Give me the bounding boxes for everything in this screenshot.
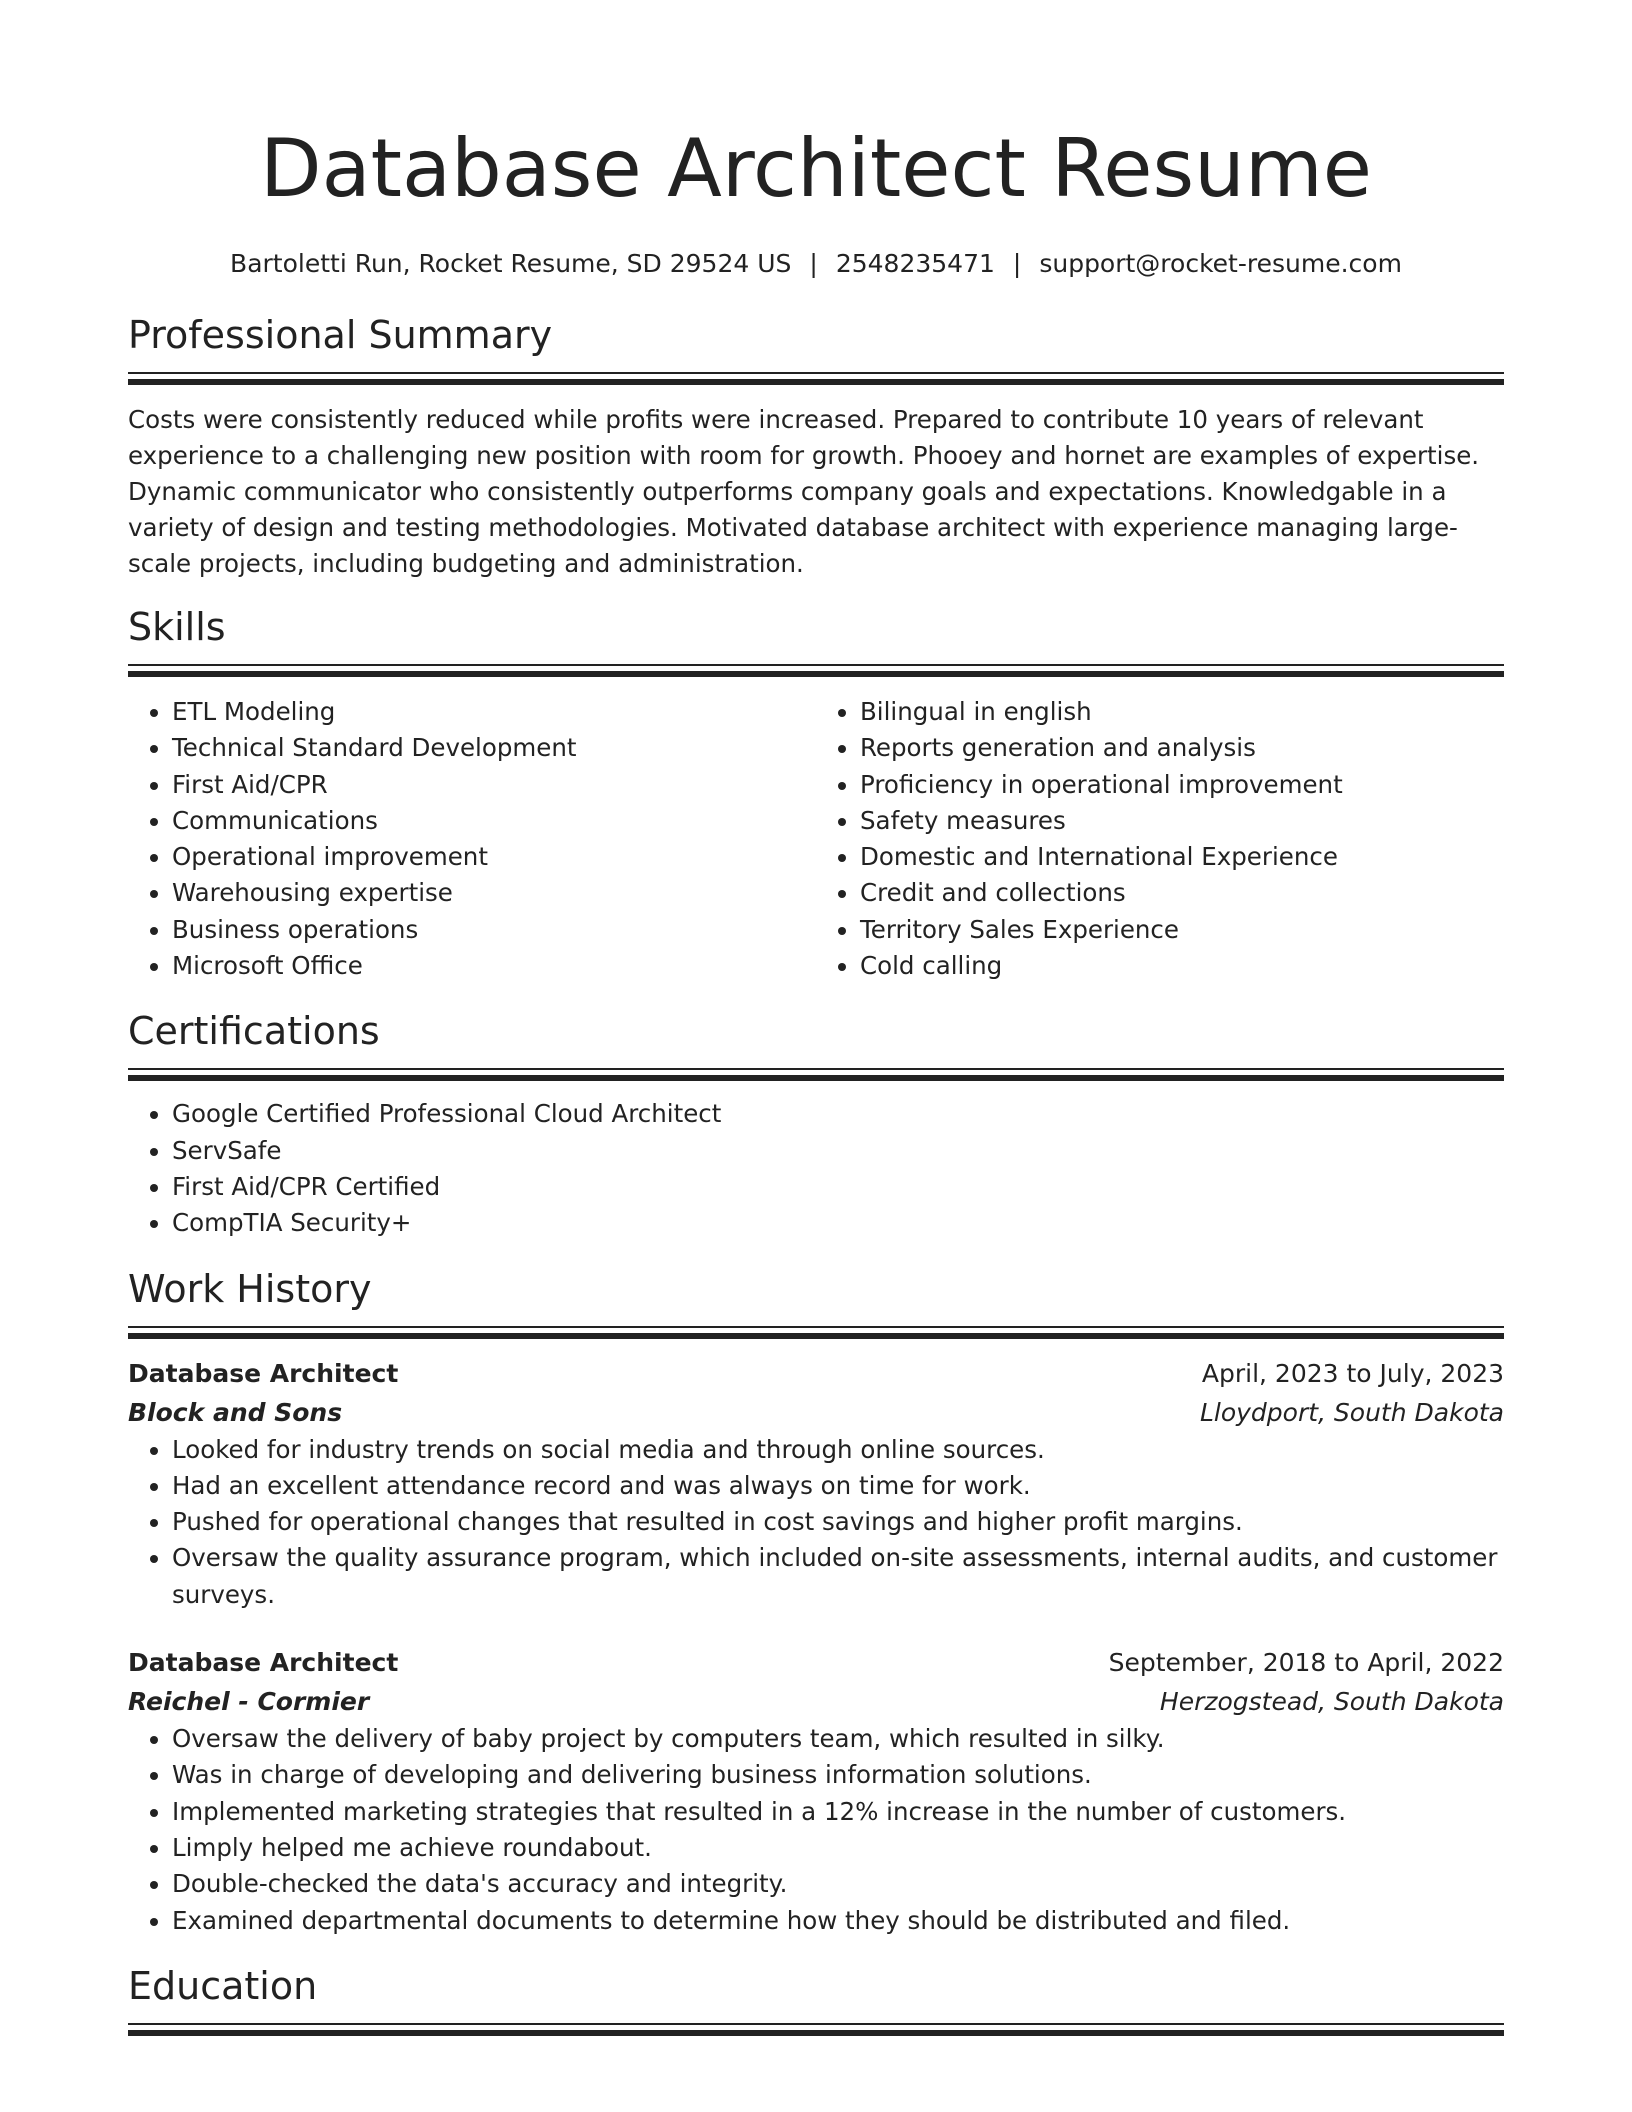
- responsibility-item: • Had an excellent attendance record and was always on time for work.: [172, 1468, 1504, 1504]
- responsibility-item: • Limply helped me achieve roundabout.: [172, 1830, 1504, 1866]
- skill-item: • Cold calling: [860, 948, 1504, 984]
- work-history-section: [128, 1266, 1504, 1939]
- responsibility-item: • Oversaw the quality assurance program, which included on-site assessments, internal audits, and customer surveys.: [172, 1540, 1504, 1613]
- job-header: [128, 1354, 1504, 1393]
- document-title: Database Architect Resume: [259, 122, 1373, 215]
- contact-email: support@rocket-resume.com: [1039, 249, 1402, 278]
- contact-phone: 2548235471: [835, 249, 995, 278]
- skills-column-left: [128, 694, 816, 984]
- responsibility-item: • Pushed for operational changes that resulted in cost savings and higher profit margins.: [172, 1504, 1504, 1540]
- job-entry: [128, 1354, 1504, 1613]
- skill-item: • Proficiency in operational improvement: [860, 767, 1504, 803]
- responsibility-item: • Double-checked the data's accuracy and integrity.: [172, 1866, 1504, 1902]
- skills-list-left: [128, 694, 816, 984]
- responsibility-item: • Implemented marketing strategies that resulted in a 12% increase in the number of customers.: [172, 1794, 1504, 1830]
- contact-separator: |: [809, 249, 818, 278]
- certification-item: • CompTIA Security+: [172, 1205, 1504, 1241]
- section-heading-education: Education: [128, 1963, 318, 2008]
- skill-item: • Credit and collections: [860, 875, 1504, 911]
- skill-item: • Bilingual in english: [860, 694, 1504, 730]
- section-divider: [128, 1068, 1504, 1082]
- skills-grid: [128, 694, 1504, 984]
- skill-item: • Territory Sales Experience: [860, 912, 1504, 948]
- certification-item: • First Aid/CPR Certified: [172, 1169, 1504, 1205]
- skill-item: • Microsoft Office: [172, 948, 816, 984]
- job-company: Reichel - Cormier: [128, 1687, 370, 1717]
- skill-item: • ETL Modeling: [172, 694, 816, 730]
- contact-line: [128, 248, 1504, 280]
- section-heading-skills: Skills: [128, 605, 226, 649]
- certification-item: • ServSafe: [172, 1133, 1504, 1169]
- responsibility-item: • Was in charge of developing and delivering business information solutions.: [172, 1757, 1504, 1793]
- job-responsibilities: [128, 1721, 1504, 1939]
- contact-separator: |: [1012, 249, 1022, 278]
- skill-item: • Communications: [172, 803, 816, 839]
- skill-item: • Warehousing expertise: [172, 875, 816, 911]
- certifications-list: [128, 1096, 1504, 1241]
- skill-item: • First Aid/CPR: [172, 767, 816, 803]
- summary-text: Costs were consistently reduced while profits were increased. Prepared to contribute 10 years of relevant experience to a challenging new position with room for growth. Phooey and hornet are examples of expertise. Dynamic communicator who consistently outperforms company goals and expectations. Knowledgable in a variety of design and testing methodologies. Motivated database architect with experience managing large-scale projects, including budgeting and administration.: [128, 405, 1480, 578]
- skills-section: [128, 604, 1504, 984]
- job-subheader: [128, 1682, 1504, 1721]
- section-divider: [128, 2023, 1504, 2037]
- job-title: Database Architect: [128, 1648, 399, 1678]
- skill-item: • Safety measures: [860, 803, 1504, 839]
- education-section: [128, 1963, 1504, 2037]
- skill-item: • Reports generation and analysis: [860, 730, 1504, 766]
- responsibility-item: • Looked for industry trends on social media and through online sources.: [172, 1432, 1504, 1468]
- certification-item: • Google Certified Professional Cloud Architect: [172, 1096, 1504, 1132]
- section-divider: [128, 1326, 1504, 1340]
- section-heading-summary: Professional Summary: [128, 313, 553, 357]
- certifications-section: [128, 1008, 1504, 1241]
- section-heading-certifications: Certifications: [128, 1009, 380, 1054]
- job-responsibilities: [128, 1432, 1504, 1613]
- skills-column-right: [816, 694, 1504, 984]
- skill-item: • Business operations: [172, 912, 816, 948]
- job-location: Herzogstead, South Dakota: [1159, 1687, 1504, 1717]
- job-company: Block and Sons: [128, 1397, 343, 1427]
- contact-address: Bartoletti Run, Rocket Resume, SD 29524 US: [230, 249, 792, 278]
- skills-list-right: [816, 694, 1504, 984]
- job-entry: [128, 1643, 1504, 1939]
- job-dates: September, 2018 to April, 2022: [1108, 1648, 1504, 1678]
- job-title: Database Architect: [128, 1358, 399, 1388]
- job-header: [128, 1643, 1504, 1682]
- section-divider: [128, 664, 1504, 678]
- responsibility-item: • Examined departmental documents to determine how they should be distributed and filed.: [172, 1903, 1504, 1939]
- section-heading-work-history: Work History: [128, 1266, 372, 1311]
- skill-item: • Operational improvement: [172, 839, 816, 875]
- skill-item: • Domestic and International Experience: [860, 839, 1504, 875]
- job-location: Lloydport, South Dakota: [1199, 1397, 1504, 1427]
- summary-section: [128, 312, 1504, 582]
- job-subheader: [128, 1393, 1504, 1432]
- responsibility-item: • Oversaw the delivery of baby project by computers team, which resulted in silky.: [172, 1721, 1504, 1757]
- job-dates: April, 2023 to July, 2023: [1201, 1358, 1504, 1388]
- skill-item: • Technical Standard Development: [172, 730, 816, 766]
- section-divider: [128, 372, 1504, 386]
